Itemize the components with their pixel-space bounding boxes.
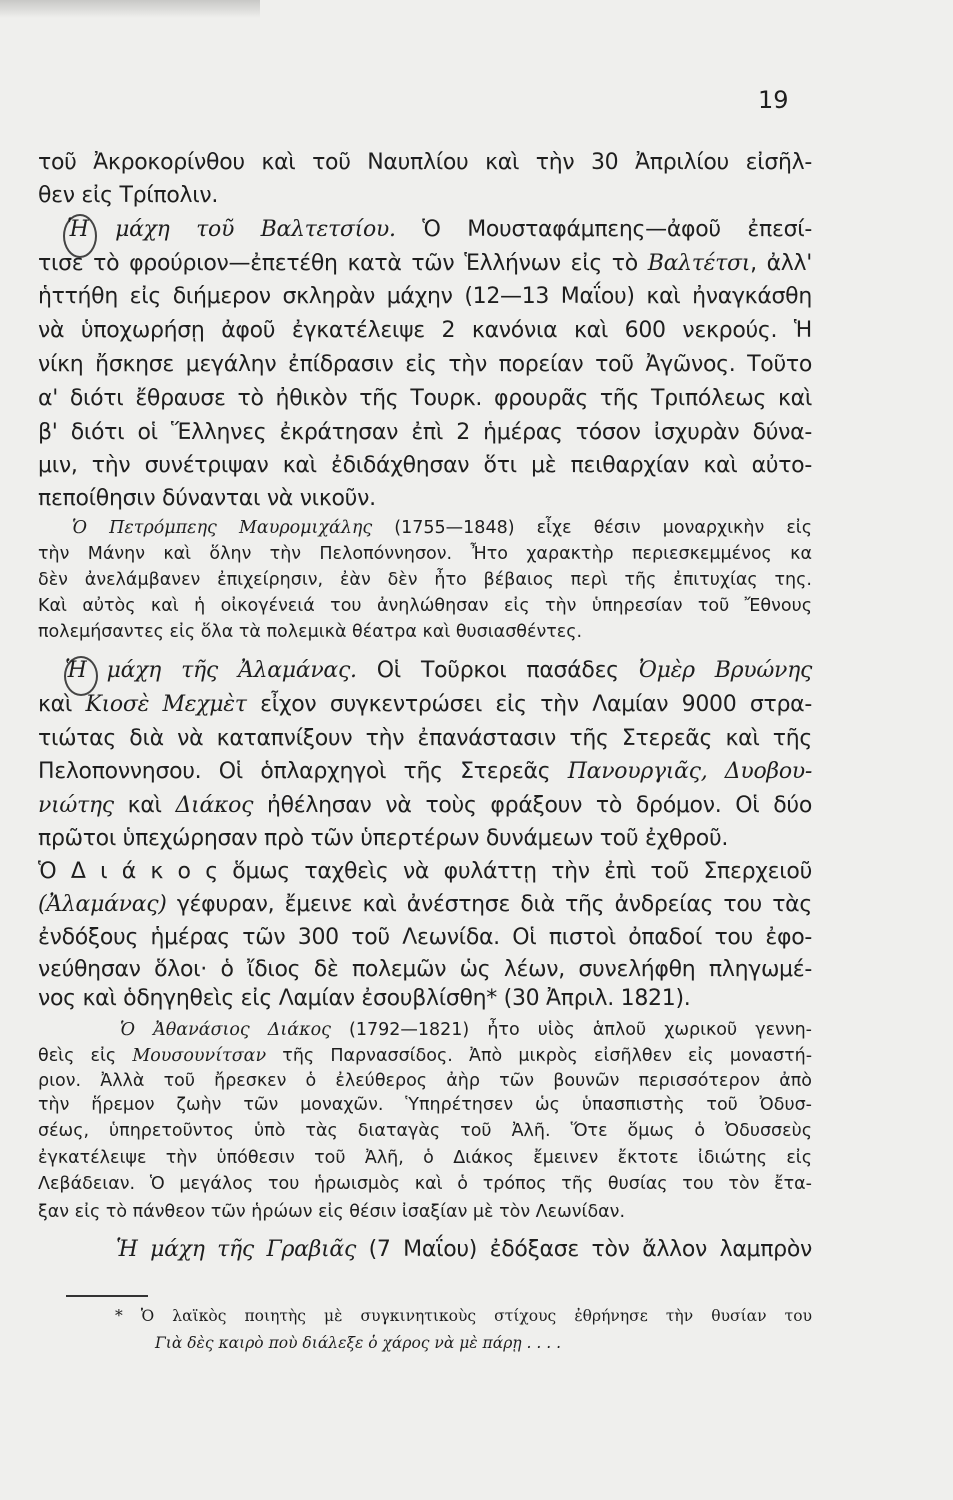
page-number: 19 — [758, 86, 789, 114]
note1-line — [38, 572, 812, 590]
paragraph2-line — [38, 861, 812, 883]
note2-line — [38, 1150, 812, 1168]
italic-text: Μουσουνίτσαν — [132, 1046, 267, 1066]
italic-text: Ἡ μάχη τῆς Ἀλαμάνας. — [65, 658, 357, 683]
text: α' διότι ἔθραυσε τὸ ἠθικὸν τῆς Τουρκ. φρουρᾶς τῆς Τριπόλεως καὶ — [38, 386, 812, 411]
text: εἶχον συγκεντρώσει εἰς τὴν Λαμίαν 9000 στρα- — [246, 692, 812, 717]
text: Ὁ Δ ι ά κ ο ς ὅμως ταχθεὶς νὰ φυλάττῃ τὴν ἐπὶ τοῦ Σπερχειοῦ — [38, 859, 812, 884]
text: γέφυραν, ἔμεινε καὶ ἀνέστησε διὰ τῆς ἀνδρείας του τὰς — [166, 892, 812, 917]
paragraph3-line — [116, 1239, 812, 1261]
text: νος καὶ ὁδηγηθεὶς εἰς Λαμίαν ἐσουβλίσθη* (30 Ἀπριλ. 1821). — [38, 986, 691, 1011]
text: θεν εἰς Τρίπολιν. — [38, 183, 219, 208]
paragraph1-line — [38, 253, 812, 275]
note2-line — [38, 1097, 812, 1115]
paragraph1-line — [38, 455, 812, 477]
text: πρῶτοι ὑπεχώρησαν πρὸ τῶν ὑπερτέρων δυνάμεων τοῦ ἐχθροῦ. — [38, 826, 729, 851]
paragraph1-line — [38, 152, 812, 174]
text: θεὶς εἰς — [38, 1046, 133, 1066]
text: μιν, τὴν συνέτριψαν καὶ ἐδιδάχθησαν ὅτι μὲ πειθαρχίαν καὶ αὐτο- — [38, 453, 812, 478]
footnote-rule — [66, 1295, 148, 1297]
footnote-line — [155, 1336, 561, 1352]
text: τισε τὸ φρούριον—ἐπετέθη κατὰ τῶν Ἑλλήνων εἰς τὸ — [38, 251, 648, 276]
text: τῆς Παρνασσίδος. Ἀπὸ μικρὸς εἰσῆλθεν εἰς μοναστή- — [266, 1046, 813, 1066]
paragraph1-line — [38, 185, 218, 207]
note2-line — [38, 1048, 812, 1066]
note1-line — [38, 598, 812, 616]
paragraph1-line — [38, 354, 812, 376]
italic-text: Βαλτέτσι — [647, 251, 751, 276]
paragraph2-line — [38, 988, 690, 1010]
text: Οἱ Τοῦρκοι πασάδες — [356, 658, 639, 683]
text: δὲν ἀνελάμβανεν ἐπιχείρησιν, ἐὰν δὲν ἦτο βέβαιος περὶ τῆς ἐπιτυχίας της. — [38, 570, 812, 590]
paragraph2-line — [38, 959, 812, 981]
text: νὰ ὑποχωρήσῃ ἀφοῦ ἐγκατέλειψε 2 κανόνια καὶ 600 νεκρούς. Ἡ — [38, 318, 812, 343]
text: σέως, ὑπηρετοῦντος ὑπὸ τὰς διαταγὰς τοῦ Ἀλῆ. Ὅτε ὅμως ὁ Ὀδυσσεὺς — [38, 1121, 812, 1141]
text: , ἀλλ' — [750, 251, 812, 276]
paragraph2-line — [38, 761, 812, 783]
note1-line — [38, 624, 582, 642]
text: Καὶ αὐτὸς καὶ ἡ οἰκογένειά του ἀνηλώθησαν εἰς τὴν ὑπηρεσίαν τοῦ Ἔθνους — [38, 596, 812, 616]
scan-smudge — [0, 0, 260, 18]
text: νίκη ἤσκησε μεγάλην ἐπίδρασιν εἰς τὴν πορείαν τοῦ Ἀγῶνος. Τοῦτο — [38, 352, 812, 377]
italic-text: Πανουργιᾶς, Δυοβου- — [567, 759, 812, 784]
text: καὶ — [38, 692, 86, 717]
text: ριον. Ἀλλὰ τοῦ ἤρεσκεν ὁ ἐλεύθερος ἀὴρ τῶν βουνῶν περισσότερον ἀπὸ — [38, 1071, 812, 1091]
paragraph1-line — [38, 388, 812, 410]
italic-text: Διάκος — [175, 793, 254, 818]
italic-text: Κιοσὲ Μεχμὲτ — [85, 692, 247, 717]
text: τὴν ἥρεμον ζωὴν τῶν μοναχῶν. Ὑπηρέτησεν ὡς ὑπασπιστὴς τοῦ Ὀδυσ- — [38, 1095, 812, 1115]
note2-line — [38, 1176, 812, 1194]
paragraph2-line — [38, 894, 812, 916]
text: πολεμήσαντες εἰς ὅλα τὰ πολεμικὰ θέατρα καὶ θυσιασθέντες. — [38, 622, 583, 642]
text: ἠθέλησαν νὰ τοὺς φράξουν τὸ δρόμον. Οἱ δύο — [253, 793, 812, 818]
text: (1792—1821) ἦτο υἱὸς ἁπλοῦ χωρικοῦ γεννη- — [330, 1020, 813, 1040]
text: νεύθησαν ὅλοι· ὁ ἴδιος δὲ πολεμῶν ὡς λέων, συνελήφθη πληγωμέ- — [38, 957, 812, 982]
text: καὶ — [113, 793, 176, 818]
note1-line — [38, 546, 812, 564]
paragraph1-line — [38, 488, 376, 510]
text: Πελοποννησου. Οἱ ὁπλαρχηγοὶ τῆς Στερεᾶς — [38, 759, 568, 784]
text: * Ὁ λαϊκὸς ποιητὴς μὲ συγκινητικοὺς στίχους ἐθρήνησε τὴν θυσίαν του — [115, 1307, 812, 1325]
text: τιώτας διὰ νὰ καταπνίξουν τὴν ἐπανάστασιν τῆς Στερεᾶς καὶ τῆς — [38, 726, 812, 751]
italic-text: (Ἀλαμάνας) — [38, 892, 167, 917]
paragraph1-line — [67, 219, 812, 241]
italic-text: Ἡ μάχη τῆς Γραβιᾶς — [116, 1237, 357, 1262]
italic-text: Ὀμὲρ Βρυώνης — [638, 658, 812, 683]
paragraph2-line — [65, 660, 812, 682]
paragraph2-line — [38, 795, 812, 817]
note2-line — [120, 1022, 812, 1040]
italic-text: νιώτης — [38, 793, 114, 818]
text: (1755—1848) εἶχε θέσιν μοναρχικὴν εἰς — [372, 518, 812, 538]
paragraph2-line — [38, 728, 812, 750]
text: ἡττήθη εἰς διήμερον σκληρὰν μάχην (12—13 Μαΐου) καὶ ἠναγκάσθη — [38, 284, 812, 309]
paragraph1-line — [38, 286, 812, 308]
text: ἐγκατέλειψε τὴν ὑπόθεσιν τοῦ Ἀλῆ, ὁ Διάκος ἔμεινεν ἔκτοτε ἰδιώτης εἰς — [38, 1148, 812, 1168]
paragraph1-line — [38, 422, 812, 444]
text: ξαν εἰς τὸ πάνθεον τῶν ἡρώων εἰς θέσιν ἰσαξίαν μὲ τὸν Λεωνίδαν. — [38, 1202, 626, 1222]
footnote-line — [115, 1309, 812, 1325]
italic-text: Γιὰ δὲς καιρὸ ποὺ διάλεξε ὁ χάρος νὰ μὲ πάρῃ . . . . — [155, 1334, 562, 1352]
text: τὴν Μάνην καὶ ὅλην τὴν Πελοπόννησον. Ἦτο χαρακτὴρ περιεσκεμμένος κα — [38, 544, 812, 564]
paragraph2-line — [38, 927, 812, 949]
text: Ὁ Μουσταφάμπεης—ἀφοῦ ἐπεσί- — [395, 217, 812, 242]
note1-line — [72, 520, 812, 538]
text: (7 Μαΐου) ἐδόξασε τὸν ἄλλον λαμπρὸν — [356, 1237, 812, 1262]
text: ἐνδόξους ἡμέρας τῶν 300 τοῦ Λεωνίδα. Οἱ πιστοὶ ὀπαδοί του ἐφο- — [38, 925, 812, 950]
note2-line — [38, 1204, 625, 1222]
paragraph1-line — [38, 320, 812, 342]
italic-text: Ἡ μάχη τοῦ Βαλτετσίου. — [67, 217, 396, 242]
text: β' διότι οἱ Ἕλληνες ἐκράτησαν ἐπὶ 2 ἡμέρας τόσον ἰσχυρὰν δύνα- — [38, 420, 812, 445]
note2-line — [38, 1123, 812, 1141]
text: Λεβάδειαν. Ὁ μεγάλος του ἡρωισμὸς καὶ ὁ τρόπος τῆς θυσίας του τὸν ἔτα- — [38, 1174, 812, 1194]
italic-text: Ὁ Πετρόμπεης Μαυρομιχάλης — [72, 518, 373, 538]
paragraph2-line — [38, 828, 728, 850]
paragraph2-line — [38, 694, 812, 716]
italic-text: Ὁ Ἀθανάσιος Διάκος — [120, 1020, 331, 1040]
note2-line — [38, 1073, 812, 1091]
text: τοῦ Ἀκροκορίνθου καὶ τοῦ Ναυπλίου καὶ τὴν 30 Ἀπριλίου εἰσῆλ- — [38, 150, 812, 175]
text: πεποίθησιν δύνανται νὰ νικοῦν. — [38, 486, 376, 511]
